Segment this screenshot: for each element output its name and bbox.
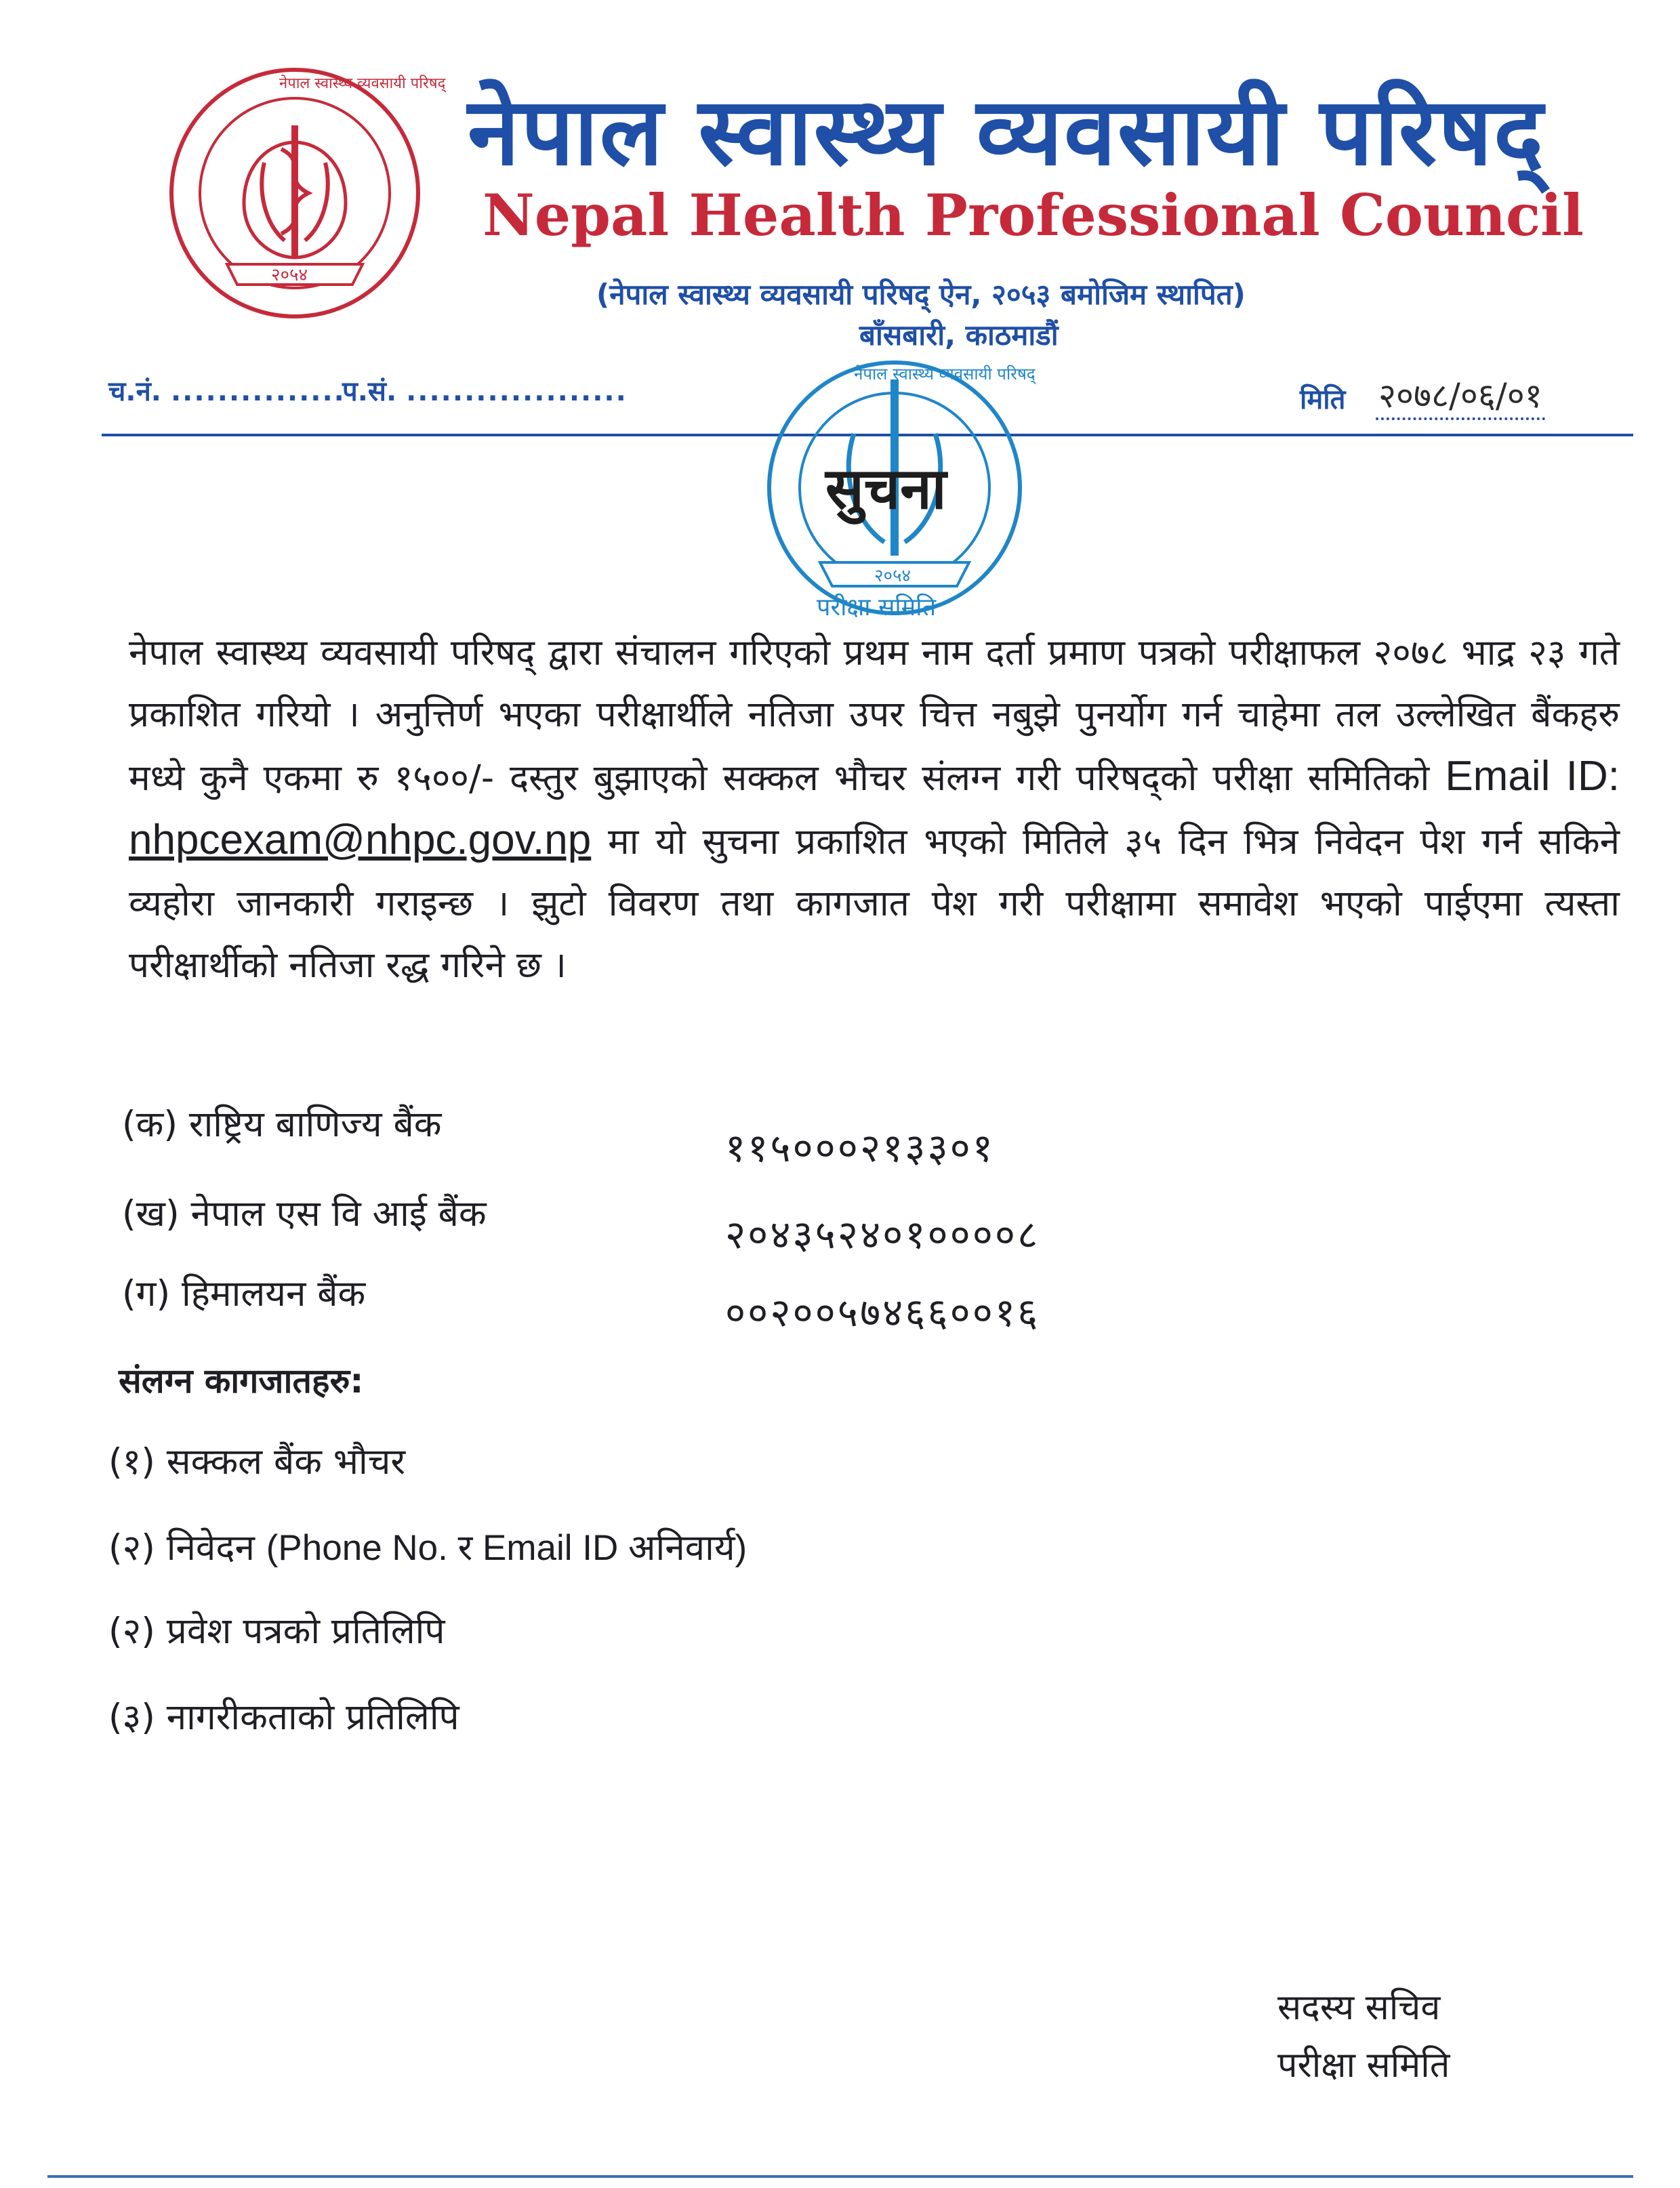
signatory-committee: परीक्षा समिति — [1277, 2045, 1450, 2086]
signatory-title: सदस्य सचिव — [1277, 1987, 1441, 2028]
date-label: मिति — [1300, 384, 1346, 415]
svg-text:नेपाल स्वास्थ्य व्यवसायी परिषद: नेपाल स्वास्थ्य व्यवसायी परिषद् — [279, 75, 446, 92]
council-name-nepali: नेपाल स्वास्थ्य व्यवसायी परिषद् — [468, 77, 1545, 186]
notice-paragraph — [129, 622, 1620, 996]
bank-account-number: ११५०००२१३३०१ — [725, 1125, 995, 1171]
bank-account-number: २०४३५२४०१००००८ — [725, 1212, 1040, 1258]
attachment-item: (२) प्रवेश पत्रको प्रतिलिपि — [108, 1611, 445, 1652]
attachment-item-note: (Phone No. र Email ID अनिवार्य) — [266, 1528, 747, 1568]
letter-number-blank: ................... — [406, 376, 628, 407]
establishment-line: (नेपाल स्वास्थ्य व्यवसायी परिषद् ऐन, २०५३ बमोजिम स्थापित) — [596, 278, 1246, 311]
email-link[interactable]: nhpcexam@nhpc.gov.np — [129, 817, 592, 863]
notice-text-part2: मा यो सुचना प्रकाशित भएको मितिले ३५ दिन भित्र निवेदन पेश गर्न सकिने व्यहोरा जानकारी गराइन्छ । झुटो विवरण तथा कागजात पेश गरी परीक्षामा समावेश भएको पाईएमा त्यस्ता परीक्षार्थीको नतिजा रद्ध गरिने छ । — [129, 821, 1620, 986]
attachment-item: (१) सक्कल बैंक भौचर — [108, 1441, 406, 1483]
footer-divider — [47, 2175, 1633, 2178]
notice-heading: सुचना — [825, 455, 947, 522]
reference-number-blank: ............... — [170, 376, 346, 407]
svg-text:नेपाल स्वास्थ्य व्यवसायी परिषद: नेपाल स्वास्थ्य व्यवसायी परिषद् — [854, 365, 1036, 384]
svg-text:२०५४: २०५४ — [271, 265, 308, 285]
letter-number — [342, 371, 628, 409]
stamp-caption: परीक्षा समिति — [817, 594, 937, 621]
attachment-item-prefix: (२) निवेदन — [108, 1527, 266, 1569]
email-label: Email ID: — [1445, 753, 1620, 800]
attachments-heading: संलग्न कागजातहरु: — [119, 1361, 364, 1401]
reference-number-label: च.नं. — [108, 376, 161, 407]
attachment-item — [108, 1521, 747, 1571]
council-name-english: Nepal Health Professional Council — [483, 182, 1584, 249]
notice-text-part1: नेपाल स्वास्थ्य व्यवसायी परिषद् द्वारा संचालन गरिएको प्रथम नाम दर्ता प्रमाण पत्रको परीक्षाफल २०७८ भाद्र २३ गते प्रकाशित गरियो । अनुत्तिर्ण भएका परीक्षार्थीले नतिजा उपर चित्त नबुझे पुनर्योग गर्न चाहेमा तल उल्लेखित बैंकहरु मध्ये कुनै एकमा रु १५००/- दस्तुर बुझाएको सक्कल भौचर संलग्न गरी परिषद्को परीक्षा समितिको — [129, 632, 1620, 799]
svg-text:२०५४: २०५४ — [874, 566, 911, 586]
bank-name: (ग) हिमालयन बैंक — [122, 1273, 366, 1315]
council-logo — [163, 61, 446, 325]
bank-name: (क) राष्ट्रिय बाणिज्य बैंक — [122, 1104, 442, 1145]
date-value: २०७८/०६/०१ — [1376, 371, 1545, 420]
address-line: बाँसबारी, काठमाडौं — [859, 318, 1059, 352]
bank-account-number: ००२००५७४६६००१६ — [725, 1289, 1040, 1336]
attachment-item: (३) नागरीकताको प्रतिलिपि — [108, 1697, 459, 1738]
bank-name: (ख) नेपाल एस वि आई बैंक — [122, 1193, 487, 1235]
reference-number — [108, 371, 346, 409]
letter-number-label: प.सं. — [342, 376, 397, 407]
